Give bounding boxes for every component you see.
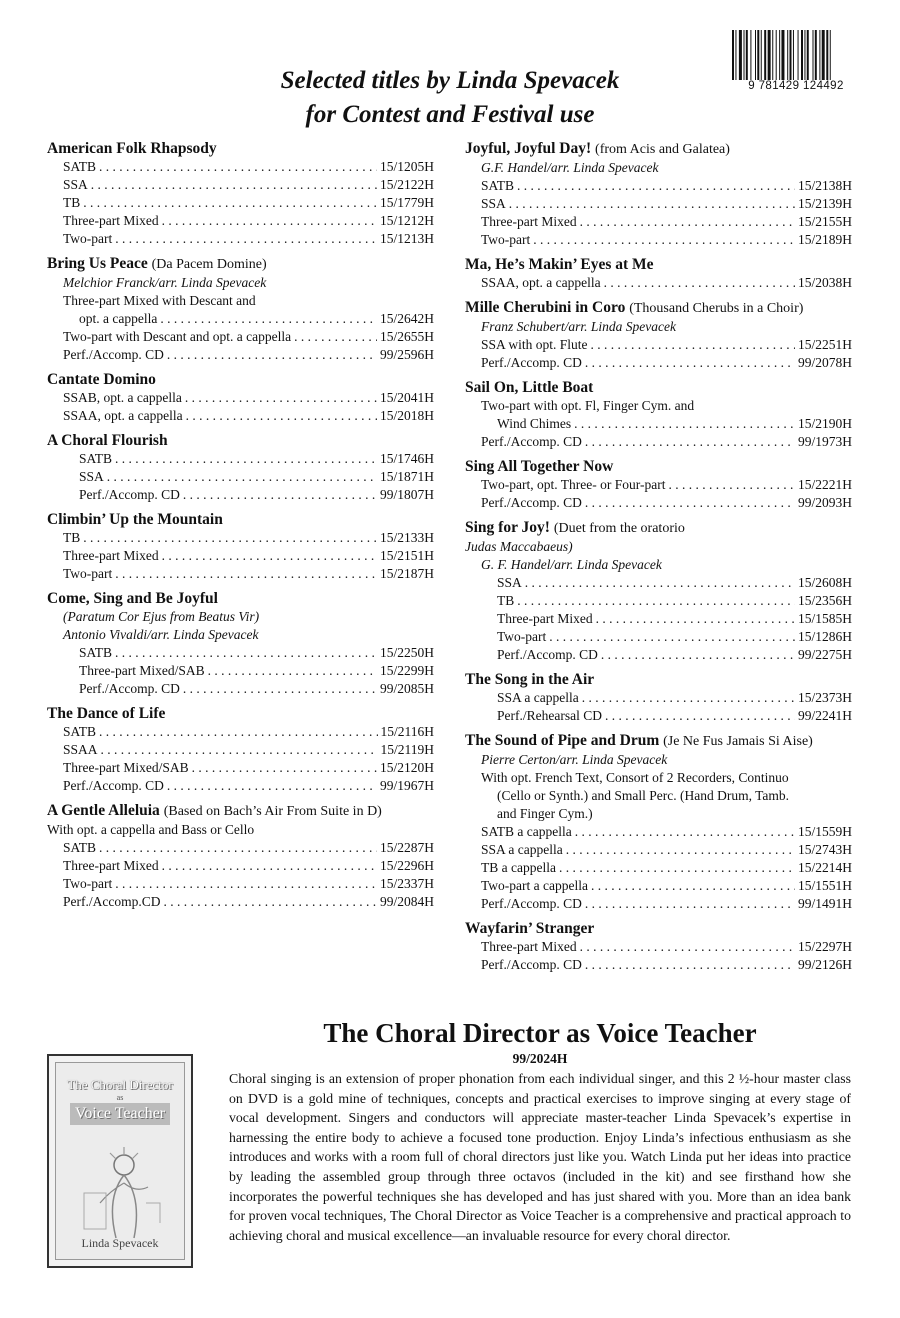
edition-code: 15/2608H: [798, 575, 852, 590]
edition-voicing: Three-part Mixed: [481, 214, 577, 229]
edition-row: [47, 194, 434, 212]
title-text: Mille Cherubini in Coro: [465, 299, 626, 316]
edition-code: 99/1807H: [380, 487, 434, 502]
entry-title: [47, 511, 434, 529]
entry-title: [465, 299, 852, 318]
edition-voicing: SSA a cappella: [497, 690, 579, 705]
edition-code: 15/2151H: [380, 548, 434, 563]
entry-title: [47, 705, 434, 723]
edition-row: [465, 231, 852, 249]
dvd-description: Choral singing is an extension of proper phonation from each individual singer, and this 2 ½-hour master class on DVD is a gold mine of techniques, concepts and practical exercises to improve singing at every stage of vocal development. Singers and conductors will appreciate master-teacher Linda Spevacek’s expertise in harnessing the entire body to achieve a focused tone production. Enjoy Linda’s infectious enthusiasm as she introduces and works with a room full of choral directors just like you. Watch Linda put her ideas into practice by leading the assembled group through three octavos (included in the kit) and see firsthand how she incorporates the powerful techniques she has developed and has just shared with you. More than an idea bank for proven vocal techniques, The Choral Director as Voice Teacher is a comprehensive and practical approach to achieving choral and musical excellence—an invaluable resource for every choral director.: [229, 1071, 851, 1243]
title-subtitle: (Based on Bach’s Air From Suite in D): [163, 804, 382, 819]
leader-dots: [160, 310, 377, 328]
edition-row: [465, 689, 852, 707]
entry-title: [465, 458, 852, 476]
leader-dots: [585, 433, 795, 451]
leader-dots: [162, 212, 377, 230]
title-text: Ma, He’s Makin’ Eyes at Me: [465, 256, 654, 273]
dvd-cover-image: [47, 1054, 193, 1268]
edition-code: 15/1286H: [798, 629, 852, 644]
arranger-credit: Melchior Franck/arr. Linda Spevacek: [63, 275, 267, 290]
edition-code: 15/2190H: [798, 416, 852, 431]
dvd-cover-frame: [55, 1062, 185, 1260]
edition-code: 99/2078H: [798, 355, 852, 370]
arranger-credit: G.F. Handel/arr. Linda Spevacek: [481, 160, 659, 175]
edition-code: 15/2189H: [798, 232, 852, 247]
edition-voicing: Perf./Accomp. CD: [63, 347, 164, 362]
edition-row: [47, 547, 434, 565]
leader-dots: [183, 486, 377, 504]
edition-voicing: Two-part with Descant and opt. a cappella: [63, 329, 292, 344]
edition-code: 15/2041H: [380, 390, 434, 405]
leader-dots: [99, 158, 377, 176]
edition-row: [47, 450, 434, 468]
leader-dots: [580, 213, 795, 231]
leader-dots: [574, 415, 795, 433]
leader-dots: [99, 839, 377, 857]
edition-voicing: Three-part Mixed/SAB: [79, 663, 205, 678]
cover-title-line-1: The Choral Director: [67, 1077, 173, 1092]
edition-row: [47, 346, 434, 364]
edition-row: [465, 956, 852, 974]
edition-voicing: Three-part Mixed/SAB: [63, 760, 189, 775]
edition-code: 15/2120H: [380, 760, 434, 775]
edition-code: 15/2655H: [380, 329, 434, 344]
edition-code: 99/1491H: [798, 896, 852, 911]
title-subtitle: (Thousand Cherubs in a Choir): [629, 301, 804, 316]
edition-code: 15/2155H: [798, 214, 852, 229]
edition-voicing: Perf./Accomp. CD: [481, 495, 582, 510]
entry-title: [465, 920, 852, 938]
entry-title: [47, 255, 434, 274]
cover-author: Linda Spevacek: [81, 1236, 159, 1250]
leader-dots: [549, 628, 795, 646]
edition-voicing: SSA a cappella: [481, 842, 563, 857]
leader-dots: [162, 857, 377, 875]
leader-dots: [585, 956, 795, 974]
edition-row: [47, 759, 434, 777]
leader-dots: [167, 777, 377, 795]
entry-title: [47, 140, 434, 158]
edition-code: 15/1551H: [798, 878, 852, 893]
edition-voicing: Three-part Mixed with Descant and: [63, 293, 256, 308]
leader-dots: [605, 707, 795, 725]
edition-row: [47, 212, 434, 230]
edition-voicing: SATB: [481, 178, 515, 193]
edition-voicing: Two-part, opt. Three- or Four-part: [481, 477, 666, 492]
edition-row: [47, 893, 434, 911]
edition-voicing: Perf./Accomp. CD: [79, 487, 180, 502]
title-text: Sail On, Little Boat: [465, 379, 594, 396]
title-text: The Song in the Air: [465, 671, 595, 688]
edition-voicing: Perf./Accomp. CD: [481, 355, 582, 370]
title-text: Sing for Joy!: [465, 519, 550, 536]
leader-dots: [115, 875, 377, 893]
cover-title-line-2: as: [116, 1093, 124, 1102]
leader-dots: [115, 450, 377, 468]
leader-dots: [107, 468, 377, 486]
instrumentation-note: (Cello or Synth.) and Small Perc. (Hand Drum, Tamb.: [497, 788, 790, 803]
edition-row: [47, 486, 434, 504]
leader-dots: [585, 354, 795, 372]
edition-voicing: Three-part Mixed: [63, 858, 159, 873]
edition-row: [465, 476, 852, 494]
edition-code: 15/2214H: [798, 860, 852, 875]
leader-dots: [115, 230, 377, 248]
leader-dots: [163, 893, 377, 911]
edition-code: 15/1779H: [380, 195, 434, 210]
edition-row: [465, 336, 852, 354]
instrumentation-note: and Finger Cym.): [497, 806, 593, 821]
edition-voicing: SSAA: [63, 742, 98, 757]
arranger-credit: (Paratum Cor Ejus from Beatus Vir): [63, 609, 260, 624]
edition-row: [465, 574, 852, 592]
leader-dots: [186, 407, 377, 425]
arranger-credit: Franz Schubert/arr. Linda Spevacek: [481, 319, 676, 334]
edition-code: 15/2287H: [380, 840, 434, 855]
edition-row: [465, 877, 852, 895]
leader-dots: [533, 231, 795, 249]
edition-code: 15/2743H: [798, 842, 852, 857]
leader-dots: [192, 759, 377, 777]
leader-dots: [294, 328, 377, 346]
leader-dots: [101, 741, 378, 759]
edition-row: [47, 407, 434, 425]
edition-voicing: SSAA, opt. a cappella: [481, 275, 601, 290]
edition-voicing: TB: [497, 593, 515, 608]
edition-voicing: Perf./Accomp. CD: [497, 647, 598, 662]
edition-voicing: Two-part: [481, 232, 531, 247]
edition-row: [465, 354, 852, 372]
edition-row: [465, 213, 852, 231]
right-title-column: [465, 140, 852, 974]
edition-row: [465, 195, 852, 213]
entry-title: [47, 432, 434, 450]
edition-code: 99/2126H: [798, 957, 852, 972]
arranger-credit: Antonio Vivaldi/arr. Linda Spevacek: [63, 627, 259, 642]
edition-code: 15/2337H: [380, 876, 434, 891]
edition-code: 15/2642H: [380, 311, 434, 326]
title-text: Come, Sing and Be Joyful: [47, 590, 218, 607]
leader-dots: [509, 195, 795, 213]
edition-row: [47, 565, 434, 583]
edition-voicing: Three-part Mixed: [63, 213, 159, 228]
voicing-note: With opt. a cappella and Bass or Cello: [47, 822, 255, 837]
leader-dots: [566, 841, 795, 859]
edition-row: [465, 397, 852, 415]
edition-voicing: SATB a cappella: [481, 824, 572, 839]
edition-voicing: Perf./Accomp. CD: [481, 434, 582, 449]
instrumentation-note: With opt. French Text, Consort of 2 Recorders, Continuo: [481, 770, 789, 785]
edition-row: [465, 707, 852, 725]
header-line-2: for Contest and Festival use: [305, 101, 595, 128]
edition-voicing: Perf./Accomp. CD: [481, 957, 582, 972]
edition-voicing: TB: [63, 530, 81, 545]
edition-code: 15/2221H: [798, 477, 852, 492]
title-subtitle: (Je Ne Fus Jamais Si Aise): [663, 734, 813, 749]
edition-row: [47, 857, 434, 875]
leader-dots: [91, 176, 377, 194]
arranger-credit: Pierre Certon/arr. Linda Spevacek: [481, 752, 668, 767]
leader-dots: [582, 689, 795, 707]
leader-dots: [591, 336, 795, 354]
edition-voicing: Perf./Accomp. CD: [481, 896, 582, 911]
edition-row: [465, 433, 852, 451]
edition-row: [47, 292, 434, 310]
edition-voicing: Three-part Mixed: [497, 611, 593, 626]
leader-dots: [604, 274, 795, 292]
edition-voicing: SATB: [63, 840, 97, 855]
edition-code: 15/1205H: [380, 159, 434, 174]
edition-code: 15/1212H: [380, 213, 434, 228]
edition-row: [465, 592, 852, 610]
edition-code: 15/2299H: [380, 663, 434, 678]
entry-title: [465, 732, 852, 751]
edition-row: [465, 415, 852, 433]
edition-code: 99/2084H: [380, 894, 434, 909]
edition-code: 15/2138H: [798, 178, 852, 193]
leader-dots: [115, 644, 377, 662]
leader-dots: [591, 877, 795, 895]
leader-dots: [185, 389, 377, 407]
title-text: American Folk Rhapsody: [47, 140, 217, 157]
edition-row: [465, 823, 852, 841]
edition-row: [465, 610, 852, 628]
leader-dots: [559, 859, 795, 877]
edition-row: [465, 177, 852, 195]
entry-title: [465, 140, 852, 159]
edition-voicing: SATB: [63, 724, 97, 739]
edition-voicing: Two-part: [497, 629, 547, 644]
edition-code: 15/2373H: [798, 690, 852, 705]
edition-row: [465, 938, 852, 956]
entry-title: [465, 671, 852, 689]
edition-row: [47, 328, 434, 346]
edition-code: 15/2250H: [380, 645, 434, 660]
credit-line: Judas Maccabaeus): [465, 539, 573, 554]
leader-dots: [183, 680, 377, 698]
edition-code: 15/2296H: [380, 858, 434, 873]
edition-code: 15/1871H: [380, 469, 434, 484]
leader-dots: [167, 346, 377, 364]
edition-row: [465, 646, 852, 664]
edition-code: 15/2251H: [798, 337, 852, 352]
edition-voicing: Two-part a cappella: [481, 878, 588, 893]
title-text: Cantate Domino: [47, 371, 156, 388]
edition-code: 99/2093H: [798, 495, 852, 510]
leader-dots: [668, 476, 795, 494]
leader-dots: [162, 547, 377, 565]
leader-dots: [208, 662, 377, 680]
edition-voicing: SSA with opt. Flute: [481, 337, 588, 352]
edition-code: 15/2038H: [798, 275, 852, 290]
edition-row: [47, 158, 434, 176]
leader-dots: [580, 938, 795, 956]
edition-row: [47, 723, 434, 741]
edition-row: [47, 310, 434, 328]
barcode-number: 9 781429 124492: [730, 80, 862, 92]
edition-code: 99/2275H: [798, 647, 852, 662]
header-line-1: Selected titles by Linda Spevacek: [280, 67, 620, 94]
edition-voicing: TB a cappella: [481, 860, 556, 875]
title-text: Wayfarin’ Stranger: [465, 920, 595, 937]
leader-dots: [601, 646, 795, 664]
edition-row: [47, 662, 434, 680]
edition-voicing: Perf./Accomp. CD: [79, 681, 180, 696]
edition-row: [465, 895, 852, 913]
left-title-column: [47, 140, 434, 911]
edition-row: [465, 859, 852, 877]
title-subtitle: (Da Pacem Domine): [151, 257, 267, 272]
edition-voicing: Two-part: [63, 566, 113, 581]
leader-dots: [596, 610, 795, 628]
entry-title: [47, 802, 434, 821]
leader-dots: [517, 592, 795, 610]
edition-code: 99/1967H: [380, 778, 434, 793]
edition-voicing: TB: [63, 195, 81, 210]
title-text: Joyful, Joyful Day!: [465, 140, 592, 157]
edition-voicing: SSA: [63, 177, 88, 192]
title-text: Sing All Together Now: [465, 458, 614, 475]
leader-dots: [99, 723, 377, 741]
edition-voicing: SATB: [63, 159, 97, 174]
edition-voicing: Wind Chimes: [497, 416, 572, 431]
arranger-credit: G. F. Handel/arr. Linda Spevacek: [481, 557, 662, 572]
edition-row: [47, 230, 434, 248]
edition-code: 99/2085H: [380, 681, 434, 696]
edition-voicing: Perf./Accomp.CD: [63, 894, 161, 909]
edition-row: [47, 839, 434, 857]
edition-code: 15/2122H: [380, 177, 434, 192]
edition-row: [47, 468, 434, 486]
edition-code: 15/2133H: [380, 530, 434, 545]
edition-voicing: Two-part: [63, 876, 113, 891]
edition-row: [465, 628, 852, 646]
edition-code: 99/1973H: [798, 434, 852, 449]
title-subtitle: (Duet from the oratorio: [553, 521, 685, 536]
leader-dots: [525, 574, 795, 592]
edition-voicing: SSAA, opt. a cappella: [63, 408, 183, 423]
edition-voicing: Two-part with opt. Fl, Finger Cym. and: [481, 398, 695, 413]
edition-row: [47, 644, 434, 662]
edition-voicing: SATB: [79, 645, 113, 660]
edition-voicing: SSAB, opt. a cappella: [63, 390, 182, 405]
edition-code: 99/2596H: [380, 347, 434, 362]
edition-voicing: SSA: [481, 196, 506, 211]
edition-row: [47, 680, 434, 698]
leader-dots: [83, 529, 377, 547]
edition-code: 15/2356H: [798, 593, 852, 608]
leader-dots: [517, 177, 795, 195]
title-text: Bring Us Peace: [47, 255, 148, 272]
edition-voicing: Two-part: [63, 231, 113, 246]
edition-voicing: Three-part Mixed: [481, 939, 577, 954]
leader-dots: [575, 823, 795, 841]
singer-figure-icon: [76, 1143, 176, 1243]
edition-voicing: Perf./Rehearsal CD: [497, 708, 602, 723]
dvd-title: The Choral Director as Voice Teacher: [323, 1018, 757, 1048]
leader-dots: [585, 494, 795, 512]
entry-title: [465, 256, 852, 274]
edition-row: [47, 875, 434, 893]
edition-code: 15/2116H: [380, 724, 434, 739]
edition-row: [47, 777, 434, 795]
edition-code: 15/1213H: [380, 231, 434, 246]
entry-title: [47, 371, 434, 389]
edition-row: [47, 176, 434, 194]
cover-title-line-3: Voice Teacher: [70, 1103, 170, 1125]
edition-row: [47, 389, 434, 407]
leader-dots: [585, 895, 795, 913]
title-subtitle: (from Acis and Galatea): [595, 142, 730, 157]
edition-code: 15/1746H: [380, 451, 434, 466]
edition-row: [465, 841, 852, 859]
edition-row: [465, 274, 852, 292]
edition-code: 15/1585H: [798, 611, 852, 626]
title-text: The Sound of Pipe and Drum: [465, 732, 660, 749]
title-text: A Choral Flourish: [47, 432, 168, 449]
edition-voicing: SSA: [79, 469, 104, 484]
title-text: A Gentle Alleluia: [47, 802, 160, 819]
entry-title: [465, 519, 852, 538]
edition-code: 15/1559H: [798, 824, 852, 839]
edition-row: [465, 494, 852, 512]
edition-voicing: SSA: [497, 575, 522, 590]
leader-dots: [83, 194, 377, 212]
edition-code: 15/2139H: [798, 196, 852, 211]
edition-code: 15/2187H: [380, 566, 434, 581]
edition-row: [47, 741, 434, 759]
edition-code: 15/2119H: [380, 742, 434, 757]
edition-code: 15/2018H: [380, 408, 434, 423]
title-text: Climbin’ Up the Mountain: [47, 511, 223, 528]
dvd-catalog-code: 99/2024H: [512, 1051, 568, 1066]
edition-voicing: opt. a cappella: [79, 311, 158, 326]
leader-dots: [115, 565, 377, 583]
edition-voicing: Three-part Mixed: [63, 548, 159, 563]
edition-voicing: SATB: [79, 451, 113, 466]
edition-row: [47, 529, 434, 547]
entry-title: [47, 590, 434, 608]
page-header: [200, 64, 700, 132]
title-text: The Dance of Life: [47, 705, 166, 722]
edition-code: 99/2241H: [798, 708, 852, 723]
edition-voicing: Perf./Accomp. CD: [63, 778, 164, 793]
entry-title: [465, 379, 852, 397]
edition-code: 15/2297H: [798, 939, 852, 954]
